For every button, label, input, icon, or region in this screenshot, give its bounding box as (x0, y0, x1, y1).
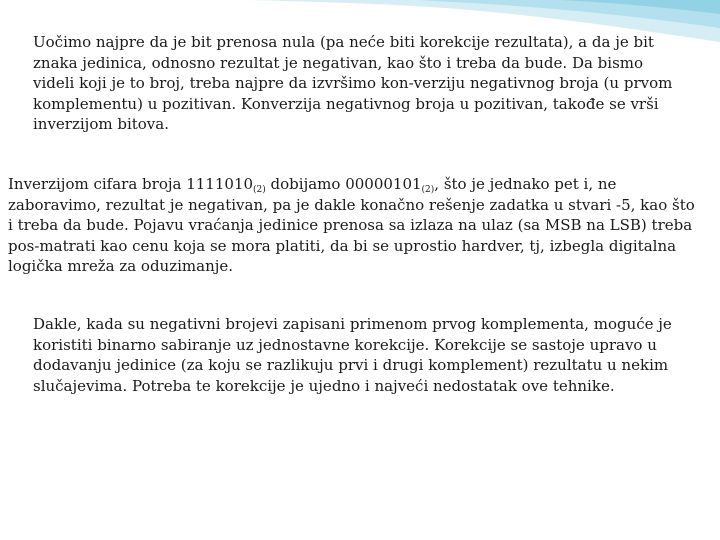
paragraph-ones-complement-summary: Dakle, kada su negativni brojevi zapisani primenom prvog komplementa, moguće je koristiti binarno sabiranje uz jednostavne korekcije. Korekcije se sastoje upravo u dodavanju jedinice (za koju se razlikuju prvi i drugi komplement) rezultatu u nekim slučajevima. Potreba te korekcije je ujedno i najveći nedostatak ove tehnike. (33, 315, 672, 395)
p2-text-2: dobijamo 00000101 (265, 175, 422, 193)
paragraph-carry-bit-explanation: Uočimo najpre da je bit prenosa nula (pa neće biti korekcije rezultata), a da je bit znaka jedinica, odnosno rezultat je negativan, kao što i treba da bude. Da bismo videli koji je to broj, treba najpre da izvršimo kon-verziju negativnog broja (u prvom komplementu) u pozitivan. Konverzija negativnog broja u pozitivan, takođe se vrši inverzijom bitova. (33, 33, 673, 133)
p2-subscript-2: (2) (421, 185, 435, 195)
p2-text-1: Inverzijom cifara broja 1111010 (8, 175, 254, 193)
p2-text-3: , što je jednako pet i, ne zaboravimo, rezultat je negativan, pa je dakle konačno rešenje zadatka u stvari -5, kao što i treba da bude. Pojavu vraćanja jedinice prenosa sa izlaza na ulaz (sa MSB na LSB) treba pos-matrati kao cenu koja se mora platiti, da bi se uprostio hardver, tj, izbegla digitalna logička mreža za oduzimanje. (8, 175, 695, 275)
paragraph-bit-inversion (8, 174, 698, 277)
p2-subscript-1: (2) (253, 185, 266, 195)
